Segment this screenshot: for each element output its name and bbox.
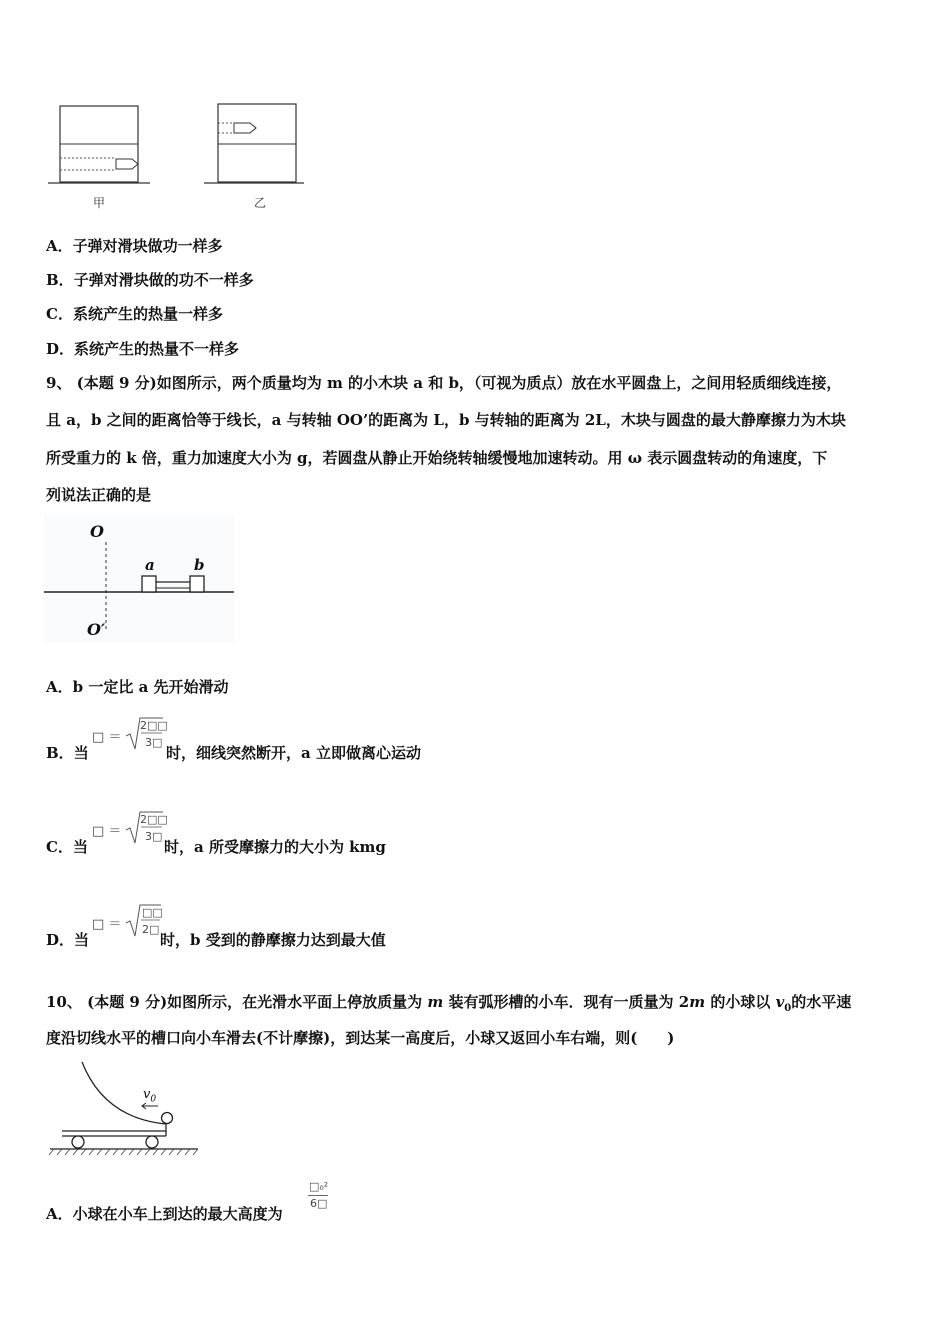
figure-label-o: O	[90, 522, 104, 541]
q9-option-b-formula-num: 2□□	[140, 719, 168, 732]
q8-option-a: A．子弹对滑块做功一样多	[46, 237, 223, 255]
q9-stem-line-4: 列说法正确的是	[46, 486, 152, 504]
q9-stem-line-1: 9、 (本题 9 分)如图所示，两个质量均为 m 的小木块 a 和 b，（可视为质点）放在水平圆盘上，之间用轻质细线连接，	[46, 374, 842, 392]
q9-option-d-formula-den: 2□	[142, 923, 160, 936]
figure-rotating-disk	[44, 514, 234, 642]
q9-option-c-formula-lhs: □ ＝	[92, 824, 122, 839]
q9-option-d-formula-num: □□	[142, 906, 163, 919]
figure-cart-arc	[44, 1058, 204, 1158]
q9-option-a: A．b 一定比 a 先开始滑动	[46, 678, 229, 696]
q9-option-d-text: 时，b 受到的静摩擦力达到最大值	[160, 931, 386, 949]
figure-label-a: a	[145, 556, 155, 574]
fraction-bar	[308, 1195, 328, 1196]
q9-option-d-formula-lhs: □ ＝	[92, 917, 122, 932]
q10-stem-line-2: 度沿切线水平的槽口向小车滑去(不计摩擦)，到达某一高度后，小球又返回小车右端，则( )	[46, 1029, 675, 1047]
q9-option-d: D．当	[46, 931, 90, 949]
q10-stem-line-1: 10、 (本题 9 分)如图所示，在光滑水平面上停放质量为 m 装有弧形槽的小车．现有一质量为 2m 的小球以 $v_0$的水平速	[46, 993, 852, 1014]
q9-option-b: B．当	[46, 744, 89, 762]
figure-label-v0: $v_0$	[143, 1087, 157, 1105]
q9-stem-line-2: 且 a，b 之间的距离恰等于线长，a 与转轴 OO’的距离为 L，b 与转轴的距离为 2L，木块与圆盘的最大静摩擦力为木块	[46, 411, 846, 429]
q10-option-a-formula-num: □₀²	[309, 1180, 329, 1193]
figure-label-o-prime: O′	[87, 620, 106, 639]
q9-option-c-formula-den: 3□	[145, 830, 163, 843]
q10-option-a: A．小球在小车上到达的最大高度为	[46, 1205, 283, 1223]
q9-option-b-text: 时，细线突然断开，a 立即做离心运动	[166, 744, 421, 762]
q9-option-c: C．当	[46, 838, 88, 856]
q8-option-c: C．系统产生的热量一样多	[46, 305, 223, 323]
q9-option-b-formula-lhs: □ ＝	[92, 730, 122, 745]
q9-option-b-formula-den: 3□	[145, 736, 163, 749]
figure-caption-jia: 甲	[93, 196, 106, 210]
figure-label-b: b	[194, 556, 205, 574]
q9-stem-line-3: 所受重力的 k 倍，重力加速度大小为 g，若圆盘从静止开始绕转轴缓慢地加速转动。用 ω 表示圆盘转动的角速度，下	[46, 449, 828, 467]
q9-option-c-formula-num: 2□□	[140, 813, 168, 826]
q8-option-b: B．子弹对滑块做的功不一样多	[46, 271, 254, 289]
q10-option-a-formula-den: 6□	[310, 1197, 328, 1210]
q9-option-c-text: 时，a 所受摩擦力的大小为 kmg	[164, 838, 386, 856]
q8-option-d: D．系统产生的热量不一样多	[46, 340, 240, 358]
figure-caption-yi: 乙	[254, 196, 267, 210]
